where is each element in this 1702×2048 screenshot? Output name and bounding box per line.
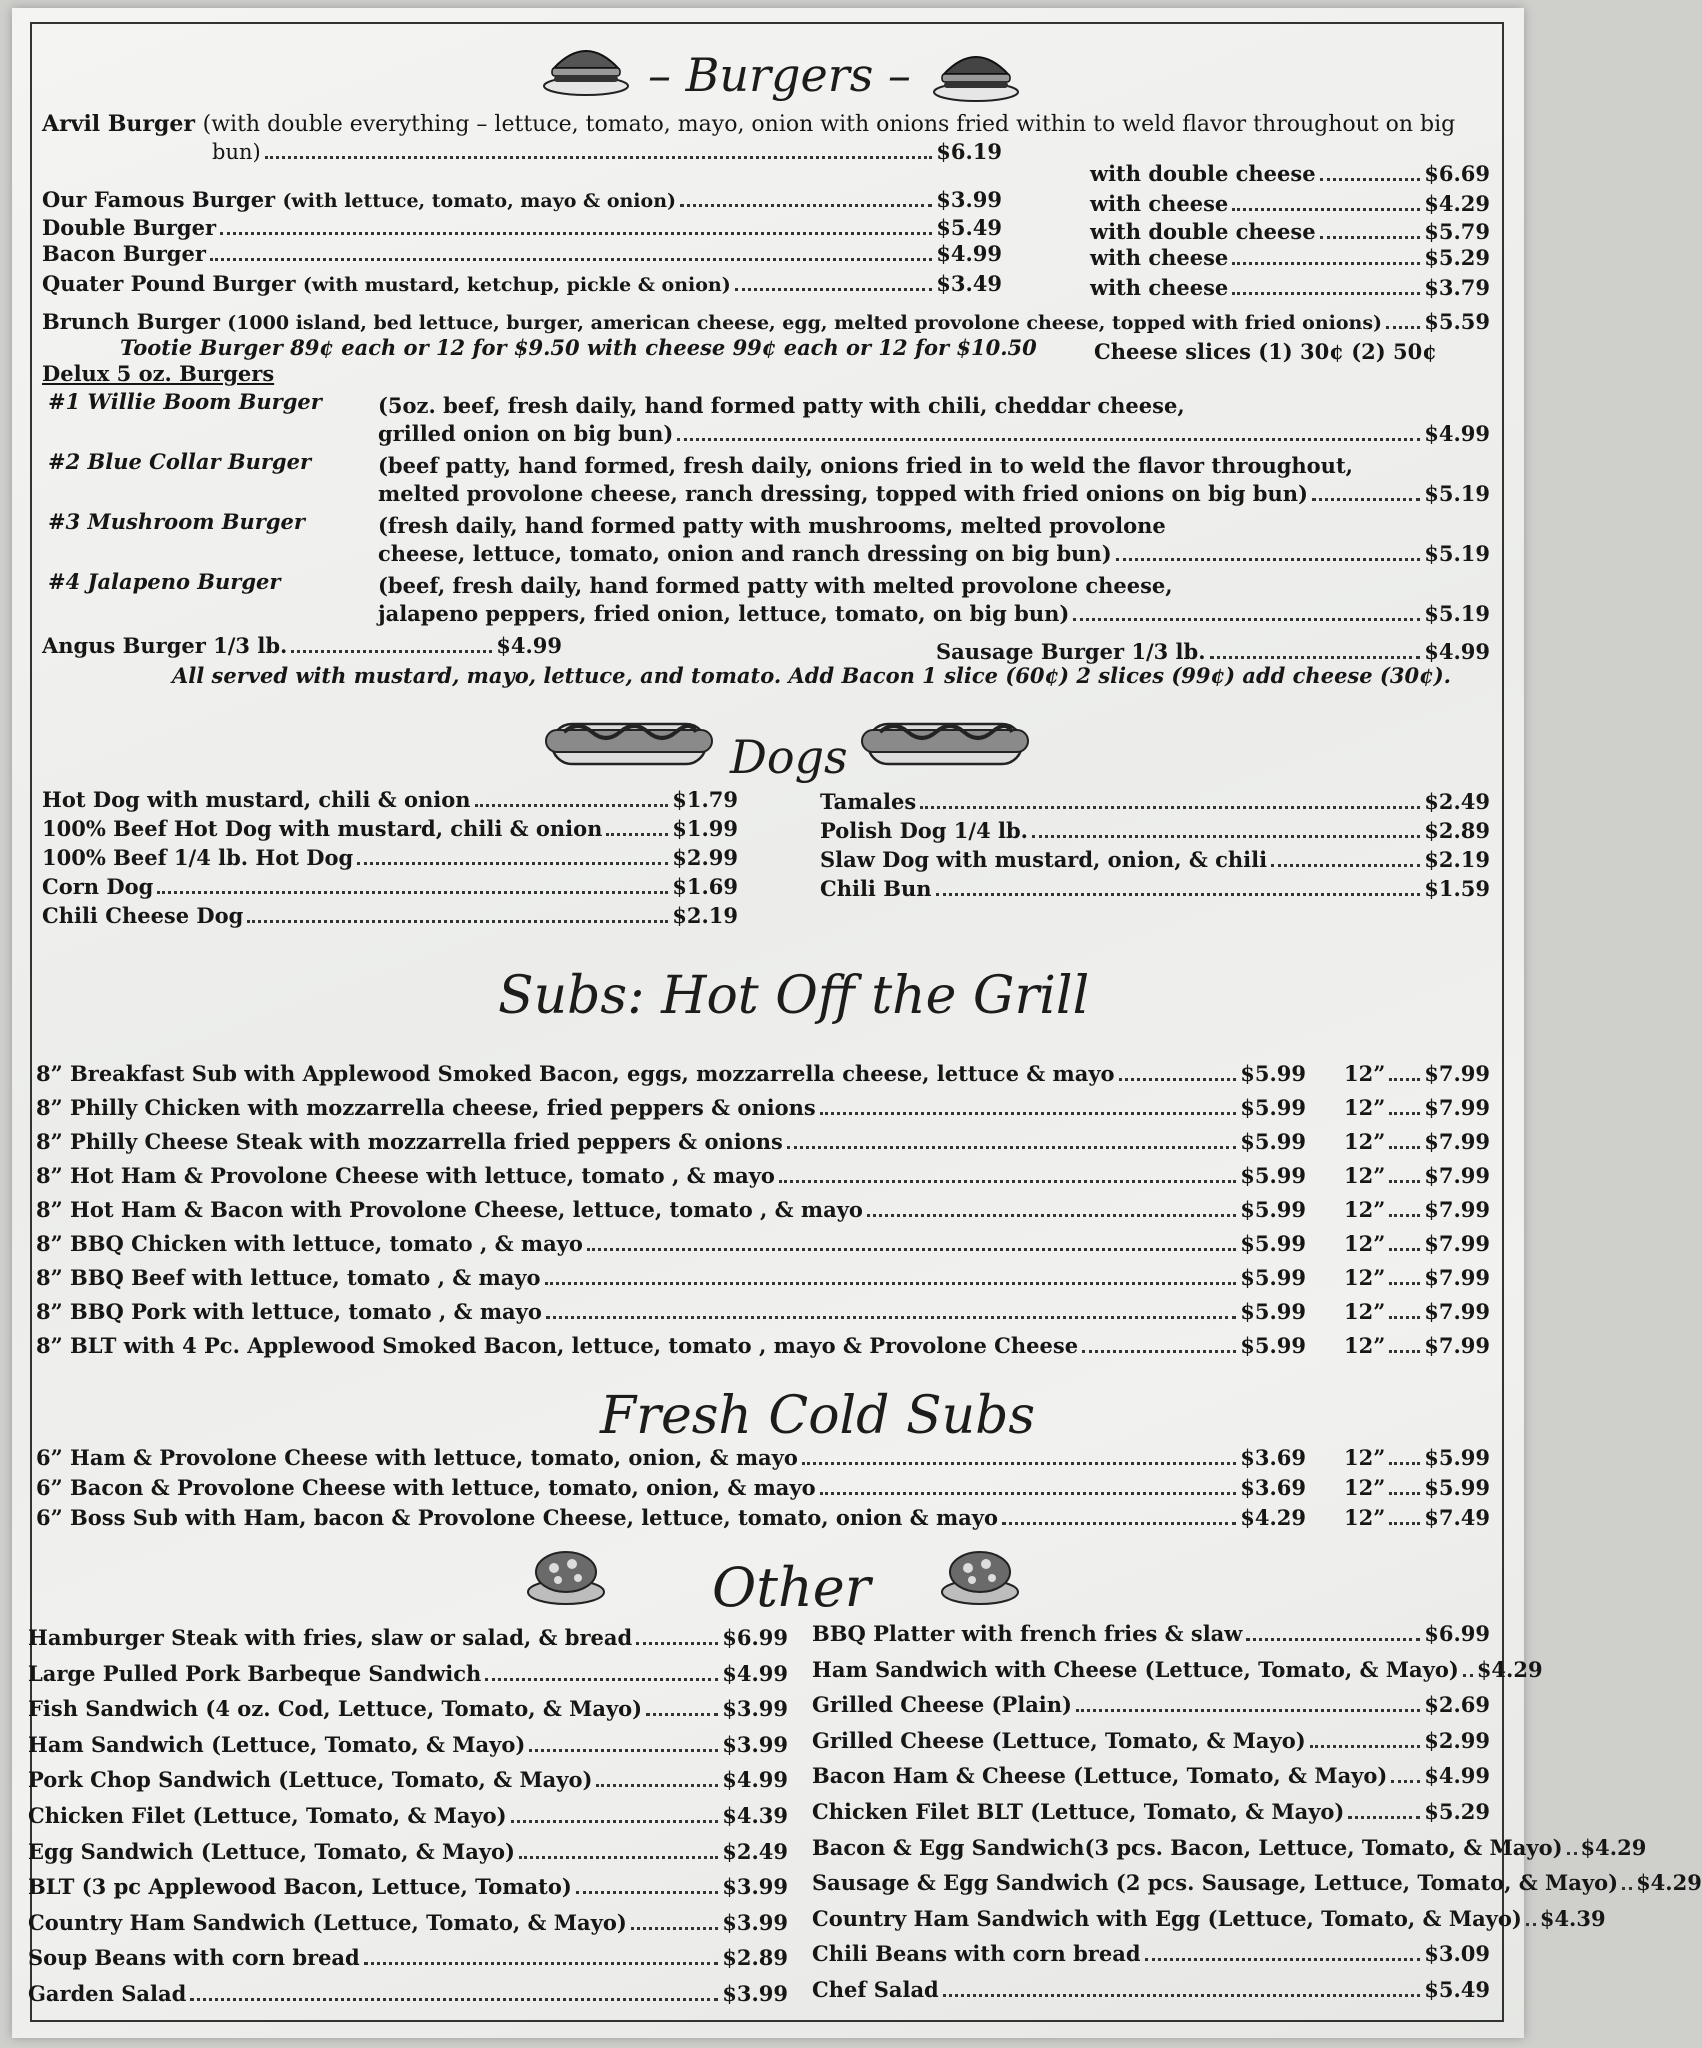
size-label: 12” <box>1344 1061 1386 1086</box>
item-price: $5.99 <box>1240 1333 1306 1358</box>
arvil-extra: with double cheese $6.69 <box>1090 161 1490 186</box>
size-label: 12” <box>1344 1163 1386 1188</box>
item-price: $7.49 <box>1424 1505 1490 1530</box>
option-price: $5.29 <box>1424 245 1490 270</box>
item-price: $1.69 <box>672 874 738 899</box>
delux-burger-name: #1 Willie Boom Burger <box>48 389 322 414</box>
sub-12-inch-price <box>1344 1332 1490 1360</box>
item-price: $5.99 <box>1240 1299 1306 1324</box>
item-price: $3.99 <box>722 1696 788 1722</box>
burger-cheese-option <box>1090 190 1490 218</box>
item-name: 8” BLT with 4 Pc. Applewood Smoked Bacon, lettuce, tomato , mayo & Provolone Cheese <box>36 1333 1079 1358</box>
other-item <box>812 1762 1490 1790</box>
item-name: Chef Salad <box>812 1977 939 2002</box>
item-price: $5.29 <box>1424 1799 1490 1824</box>
item-price: $3.99 <box>722 1909 788 1935</box>
leader-dots <box>936 886 1421 896</box>
leader-dots <box>1348 1809 1420 1819</box>
size-label: 12” <box>1344 1231 1386 1256</box>
option-label: with cheese <box>1090 191 1229 216</box>
item-name: 6” Boss Sub with Ham, bacon & Provolone Cheese, lettuce, tomato, onion & mayo <box>36 1505 998 1530</box>
option-label: with cheese <box>1090 245 1229 270</box>
item-price: $2.89 <box>722 1945 788 1971</box>
leader-dots <box>587 1241 1236 1251</box>
item-name: 100% Beef Hot Dog with mustard, chili & onion <box>42 816 603 841</box>
leader-dots <box>1082 1343 1236 1353</box>
other-item <box>28 1802 788 1830</box>
leader-dots <box>1389 1071 1420 1081</box>
leader-dots <box>220 225 932 235</box>
delux-burger-desc-line <box>378 480 1490 508</box>
item-price: $5.19 <box>1424 541 1490 566</box>
item-price: $3.99 <box>722 1981 788 2006</box>
size-label: 12” <box>1344 1299 1386 1324</box>
leader-dots <box>1312 491 1420 501</box>
other-item <box>812 1620 1490 1648</box>
other-item <box>28 1766 788 1794</box>
item-price: $4.29 <box>1580 1834 1647 1860</box>
item-name: Chicken Filet (Lettuce, Tomato, & Mayo) <box>28 1803 507 1828</box>
leader-dots <box>943 1987 1421 1997</box>
item-price: $1.99 <box>672 816 738 841</box>
item-name: Chicken Filet BLT (Lettuce, Tomato, & Mayo) <box>812 1799 1345 1824</box>
burger-cheese-option <box>1090 244 1490 272</box>
item-name: Soup Beans with corn bread <box>28 1945 360 1971</box>
leader-dots <box>1320 229 1421 239</box>
other-item <box>812 1905 1606 1933</box>
option-price: $3.79 <box>1424 275 1490 300</box>
size-label: 12” <box>1344 1095 1386 1120</box>
sub-item <box>36 1332 1306 1360</box>
cold-subs-title: Fresh Cold Subs <box>600 1386 1036 1446</box>
burger-icon <box>540 38 632 98</box>
item-price: $5.99 <box>1424 1475 1490 1500</box>
leader-dots <box>546 1309 1236 1319</box>
leader-dots <box>677 431 1420 441</box>
other-item <box>28 1980 788 2008</box>
item-desc: cheese, lettuce, tomato, onion and ranch dressing on big bun) <box>378 541 1112 566</box>
sub-12-inch-price <box>1344 1444 1490 1472</box>
plate-icon <box>524 1538 608 1608</box>
item-price: $3.69 <box>1240 1445 1306 1470</box>
leader-dots <box>820 1105 1237 1115</box>
item-name: 8” Hot Ham & Bacon with Provolone Cheese, lettuce, tomato , & mayo <box>36 1197 863 1222</box>
item-price: $2.99 <box>672 845 738 870</box>
sub-12-inch-price <box>1344 1128 1490 1156</box>
item-name: Grilled Cheese (Lettuce, Tomato, & Mayo) <box>812 1727 1306 1753</box>
item-name: Chili Cheese Dog <box>42 903 244 928</box>
sub-12-inch-price <box>1344 1094 1490 1122</box>
leader-dots <box>1232 285 1420 295</box>
leader-dots <box>1622 1880 1632 1890</box>
dog-item <box>820 788 1490 816</box>
delux-burger-desc-line <box>378 600 1490 628</box>
item-name: 8” Hot Ham & Provolone Cheese with lettuce, tomato , & mayo <box>36 1163 775 1188</box>
item-price: $2.19 <box>1424 847 1490 872</box>
item-price: $5.99 <box>1240 1163 1306 1188</box>
item-price: $7.99 <box>1424 1197 1490 1222</box>
cheese-slices: Cheese slices (1) 30¢ (2) 50¢ <box>1094 339 1437 364</box>
other-item <box>28 1624 788 1652</box>
item-name: Bacon & Egg Sandwich(3 pcs. Bacon, Lettuce, Tomato, & Mayo) <box>812 1834 1563 1860</box>
item-desc: grilled onion on big bun) <box>378 421 674 446</box>
leader-dots <box>820 1485 1237 1495</box>
arvil-line2: bun) $6.19 <box>212 139 1002 164</box>
item-price: $4.99 <box>722 1660 788 1686</box>
item-price: $5.99 <box>1240 1197 1306 1222</box>
leader-dots <box>1232 201 1420 211</box>
leader-dots <box>1389 1139 1420 1149</box>
leader-dots <box>485 1671 718 1681</box>
item-name: Fish Sandwich (4 oz. Cod, Lettuce, Tomato, & Mayo) <box>28 1696 643 1722</box>
arvil-line1: Arvil Burger (with double everything – lettuce, tomato, mayo, onion with onions fried within to weld flavor throughout on big <box>42 111 1456 137</box>
item-price: $3.09 <box>1424 1941 1490 1967</box>
leader-dots <box>519 1849 718 1859</box>
dogs-title: Dogs <box>730 730 848 784</box>
delux-burger-desc: (5oz. beef, fresh daily, hand formed patty with chili, cheddar cheese, <box>378 393 1185 418</box>
item-price: $6.99 <box>722 1625 788 1650</box>
item-name: Sausage & Egg Sandwich (2 pcs. Sausage, Lettuce, Tomato, & Mayo) <box>812 1870 1619 1896</box>
item-name: Chili Beans with corn bread <box>812 1941 1141 1967</box>
other-title: Other <box>712 1556 871 1619</box>
item-price: $3.99 <box>936 187 1002 212</box>
burger-cheese-option <box>1090 274 1490 302</box>
other-item <box>28 1660 788 1688</box>
item-name: Slaw Dog with mustard, onion, & chili <box>820 847 1268 872</box>
delux-burger-desc-line <box>378 540 1490 568</box>
leader-dots <box>920 799 1420 809</box>
item-price: $2.99 <box>1424 1727 1490 1753</box>
leader-dots <box>1073 611 1420 621</box>
dog-item <box>42 815 738 843</box>
leader-dots <box>606 826 668 836</box>
item-name: 8” Breakfast Sub with Applewood Smoked Bacon, eggs, mozzarrella cheese, lettuce & mayo <box>36 1061 1115 1086</box>
leader-dots <box>357 855 668 865</box>
item-name: Bacon Burger <box>42 241 206 266</box>
leader-dots <box>1389 1275 1420 1285</box>
size-label: 12” <box>1344 1475 1386 1500</box>
sub-item <box>36 1444 1306 1472</box>
other-item <box>28 1944 788 1972</box>
burgers-title: – Burgers – <box>648 48 911 102</box>
leader-dots <box>1389 1485 1420 1495</box>
item-price: $4.99 <box>936 241 1002 266</box>
item-price: $5.19 <box>1424 601 1490 626</box>
leader-dots <box>735 281 933 291</box>
item-price: $2.49 <box>722 1838 788 1864</box>
burger-cheese-option <box>1090 218 1490 246</box>
burger-item <box>42 270 1002 299</box>
other-item <box>812 1940 1490 1968</box>
item-price: $2.19 <box>672 903 738 928</box>
leader-dots <box>596 1777 718 1787</box>
sub-12-inch-price <box>1344 1474 1490 1502</box>
sausage-burger: Sausage Burger 1/3 lb. $4.99 <box>936 639 1490 664</box>
burgers-note: All served with mustard, mayo, lettuce, and tomato. Add Bacon 1 slice (60¢) 2 slices (99¢) add cheese (30¢). <box>172 663 1451 688</box>
item-price: $5.99 <box>1240 1265 1306 1290</box>
sub-12-inch-price <box>1344 1060 1490 1088</box>
leader-dots <box>247 913 668 923</box>
leader-dots <box>545 1275 1237 1285</box>
leader-dots <box>576 1884 718 1894</box>
item-price: $3.69 <box>1240 1475 1306 1500</box>
leader-dots <box>1145 1951 1421 1961</box>
item-price: $5.99 <box>1240 1061 1306 1086</box>
item-price: $7.99 <box>1424 1095 1490 1120</box>
sub-item <box>36 1060 1306 1088</box>
delux-burger-desc-line <box>378 420 1490 448</box>
delux-burger-name: #2 Blue Collar Burger <box>48 449 312 474</box>
sub-12-inch-price <box>1344 1230 1490 1258</box>
item-desc: jalapeno peppers, fried onion, lettuce, tomato, on big bun) <box>378 601 1070 626</box>
sub-12-inch-price <box>1344 1264 1490 1292</box>
leader-dots <box>779 1173 1236 1183</box>
leader-dots <box>646 1706 718 1716</box>
dog-item <box>42 844 738 872</box>
item-price: $5.49 <box>1424 1977 1490 2002</box>
item-price: $5.99 <box>1240 1231 1306 1256</box>
item-name: Tamales <box>820 789 917 814</box>
option-price: $5.79 <box>1424 219 1490 244</box>
item-price: $2.89 <box>1424 818 1490 843</box>
hot-dog-icon <box>544 708 714 774</box>
item-price: $4.99 <box>722 1767 788 1793</box>
sub-item <box>36 1504 1306 1532</box>
item-price: $7.99 <box>1424 1333 1490 1358</box>
item-name: Country Ham Sandwich with Egg (Lettuce, Tomato, & Mayo) <box>812 1905 1522 1931</box>
item-name: 8” Philly Cheese Steak with mozzarrella fried peppers & onions <box>36 1129 783 1154</box>
leader-dots <box>511 1813 719 1823</box>
leader-dots <box>1389 1173 1420 1183</box>
item-price: $4.29 <box>1240 1505 1306 1530</box>
other-item <box>28 1731 788 1759</box>
leader-dots <box>802 1455 1236 1465</box>
item-price: $7.99 <box>1424 1299 1490 1324</box>
item-price: $7.99 <box>1424 1265 1490 1290</box>
other-item <box>28 1695 788 1723</box>
item-name: Garden Salad <box>28 1981 187 2006</box>
item-name: Hot Dog with mustard, chili & onion <box>42 787 471 812</box>
item-name: Corn Dog <box>42 874 154 899</box>
size-label: 12” <box>1344 1505 1386 1530</box>
dog-item <box>820 846 1490 874</box>
leader-dots <box>1389 1241 1420 1251</box>
other-item <box>812 1691 1490 1719</box>
item-name: Ham Sandwich with Cheese (Lettuce, Tomato, & Mayo) <box>812 1656 1459 1682</box>
item-price: $1.79 <box>672 787 738 812</box>
burger-icon <box>930 44 1022 104</box>
item-price: $4.39 <box>722 1803 788 1828</box>
item-name: BBQ Platter with french fries & slaw <box>812 1621 1243 1646</box>
delux-burger-desc: (beef, fresh daily, hand formed patty with melted provolone cheese, <box>378 573 1173 598</box>
size-label: 12” <box>1344 1445 1386 1470</box>
tootie-burger: Tootie Burger 89¢ each or 12 for $9.50 with cheese 99¢ each or 12 for $10.50 <box>120 335 1037 360</box>
burger-item <box>42 214 1002 243</box>
leader-dots <box>631 1920 718 1930</box>
hot-subs-title: Subs: Hot Off the Grill <box>498 966 1090 1026</box>
leader-dots <box>1119 1071 1237 1081</box>
size-label: 12” <box>1344 1197 1386 1222</box>
item-price: $7.99 <box>1424 1129 1490 1154</box>
option-label: with double cheese <box>1090 219 1316 244</box>
sub-item <box>36 1230 1306 1258</box>
size-label: 12” <box>1344 1265 1386 1290</box>
item-name: BLT (3 pc Applewood Bacon, Lettuce, Tomato) <box>28 1874 572 1900</box>
delux-burger-desc: (fresh daily, hand formed patty with mushrooms, melted provolone <box>378 513 1166 538</box>
leader-dots <box>529 1742 718 1752</box>
item-price: $7.99 <box>1424 1231 1490 1256</box>
leader-dots <box>1526 1916 1536 1926</box>
sub-item <box>36 1264 1306 1292</box>
burger-item <box>42 186 1002 215</box>
sub-12-inch-price <box>1344 1196 1490 1224</box>
item-name: 8” Philly Chicken with mozzarrella cheese, fried peppers & onions <box>36 1095 816 1120</box>
sub-12-inch-price <box>1344 1298 1490 1326</box>
other-item <box>812 1869 1702 1897</box>
other-item <box>812 1656 1543 1684</box>
delux-burger-name: #4 Jalapeno Burger <box>48 569 281 594</box>
leader-dots <box>1002 1515 1236 1525</box>
item-name: Large Pulled Pork Barbeque Sandwich <box>28 1660 482 1686</box>
leader-dots <box>1032 828 1420 838</box>
leader-dots <box>1567 1845 1577 1855</box>
leader-dots <box>475 797 669 807</box>
sub-item <box>36 1196 1306 1224</box>
leader-dots <box>787 1139 1236 1149</box>
leader-dots <box>210 251 932 261</box>
leader-dots <box>1310 1738 1421 1748</box>
leader-dots <box>364 1955 719 1965</box>
other-item <box>28 1838 788 1866</box>
item-price: $7.99 <box>1424 1163 1490 1188</box>
item-name: Chili Bun <box>820 876 932 901</box>
leader-dots <box>1463 1667 1473 1677</box>
sub-12-inch-price <box>1344 1504 1490 1532</box>
item-price: $4.29 <box>1476 1656 1543 1682</box>
leader-dots <box>867 1207 1236 1217</box>
item-price: $5.99 <box>1240 1129 1306 1154</box>
leader-dots <box>1232 255 1420 265</box>
item-desc: melted provolone cheese, ranch dressing, topped with fried onions on big bun) <box>378 481 1308 506</box>
item-price: $4.29 <box>1636 1870 1702 1896</box>
sub-item <box>36 1162 1306 1190</box>
dog-item <box>42 902 738 930</box>
leader-dots <box>157 884 668 894</box>
sub-item <box>36 1474 1306 1502</box>
leader-dots <box>1246 1631 1420 1641</box>
item-price: $4.99 <box>1424 1763 1490 1789</box>
menu-sheet <box>12 8 1702 2038</box>
item-name: Grilled Cheese (Plain) <box>812 1692 1072 1718</box>
item-price: $3.99 <box>722 1874 788 1900</box>
item-price: $5.19 <box>1424 481 1490 506</box>
sub-item <box>36 1298 1306 1326</box>
item-name: Ham Sandwich (Lettuce, Tomato, & Mayo) <box>28 1731 526 1757</box>
leader-dots <box>1389 1455 1420 1465</box>
leader-dots <box>636 1635 718 1645</box>
leader-dots <box>1389 1309 1420 1319</box>
other-item <box>812 1727 1490 1755</box>
other-item <box>812 1976 1490 2004</box>
item-name: Egg Sandwich (Lettuce, Tomato, & Mayo) <box>28 1838 515 1864</box>
item-name: Polish Dog 1/4 lb. <box>820 818 1028 843</box>
size-label: 12” <box>1344 1129 1386 1154</box>
item-name: Bacon Ham & Cheese (Lettuce, Tomato, & Mayo) <box>812 1763 1388 1789</box>
leader-dots <box>1389 1343 1420 1353</box>
item-name: Quater Pound Burger (with mustard, ketchup, pickle & onion) <box>42 271 731 296</box>
item-price: $5.99 <box>1240 1095 1306 1120</box>
item-name: 6” Ham & Provolone Cheese with lettuce, tomato, onion, & mayo <box>36 1445 798 1470</box>
item-price: $6.99 <box>1424 1621 1490 1646</box>
item-price: $5.49 <box>936 215 1002 240</box>
dog-item <box>820 817 1490 845</box>
leader-dots <box>1116 551 1421 561</box>
item-name: Our Famous Burger (with lettuce, tomato, mayo & onion) <box>42 187 677 212</box>
other-item <box>28 1909 788 1937</box>
item-price: $5.99 <box>1424 1445 1490 1470</box>
item-name: 6” Bacon & Provolone Cheese with lettuce, tomato, onion, & mayo <box>36 1475 816 1500</box>
burger-item <box>42 240 1002 269</box>
other-item <box>28 1873 788 1901</box>
leader-dots <box>1391 1773 1420 1783</box>
hot-dog-icon <box>860 708 1030 774</box>
sub-item <box>36 1128 1306 1156</box>
angus-burger: Angus Burger 1/3 lb. $4.99 <box>42 633 562 658</box>
brunch-burger: Brunch Burger (1000 island, bed lettuce, burger, american cheese, egg, melted provolone cheese, topped with fried onions) $5.59 <box>42 309 1490 334</box>
leader-dots <box>1271 857 1420 867</box>
item-name: 8” BBQ Beef with lettuce, tomato , & mayo <box>36 1265 541 1290</box>
delux-burger-desc: (beef patty, hand formed, fresh daily, onions fried in to weld the flavor throughout, <box>378 453 1353 478</box>
leader-dots <box>1389 1515 1420 1525</box>
item-price: $3.49 <box>936 271 1002 296</box>
leader-dots <box>680 197 932 207</box>
option-label: with cheese <box>1090 275 1229 300</box>
plate-icon <box>938 1538 1022 1608</box>
item-name: 8” BBQ Pork with lettuce, tomato , & mayo <box>36 1299 542 1324</box>
item-name: Pork Chop Sandwich (Lettuce, Tomato, & Mayo) <box>28 1767 593 1793</box>
item-price: $2.69 <box>1424 1692 1490 1718</box>
item-name: Double Burger <box>42 215 217 240</box>
dog-item <box>42 873 738 901</box>
delux-heading: Delux 5 oz. Burgers <box>42 361 275 386</box>
item-price: $4.99 <box>1424 421 1490 446</box>
item-name: 100% Beef 1/4 lb. Hot Dog <box>42 845 354 870</box>
other-item <box>812 1834 1647 1862</box>
item-name: Hamburger Steak with fries, slaw or salad, & bread <box>28 1625 633 1650</box>
delux-burger-name: #3 Mushroom Burger <box>48 509 305 534</box>
sub-item <box>36 1094 1306 1122</box>
dog-item <box>820 875 1490 903</box>
sub-12-inch-price <box>1344 1162 1490 1190</box>
item-price: $7.99 <box>1424 1061 1490 1086</box>
item-price: $4.39 <box>1539 1905 1606 1931</box>
dog-item <box>42 786 738 814</box>
option-price: $4.29 <box>1424 191 1490 216</box>
item-name: 8” BBQ Chicken with lettuce, tomato , & mayo <box>36 1231 583 1256</box>
leader-dots <box>190 1991 718 2001</box>
leader-dots <box>1076 1702 1420 1712</box>
leader-dots <box>1389 1207 1420 1217</box>
item-price: $3.99 <box>722 1731 788 1757</box>
size-label: 12” <box>1344 1333 1386 1358</box>
item-price: $1.59 <box>1424 876 1490 901</box>
leader-dots <box>1389 1105 1420 1115</box>
item-name: Country Ham Sandwich (Lettuce, Tomato, & Mayo) <box>28 1909 627 1935</box>
other-item <box>812 1798 1490 1826</box>
item-price: $2.49 <box>1424 789 1490 814</box>
